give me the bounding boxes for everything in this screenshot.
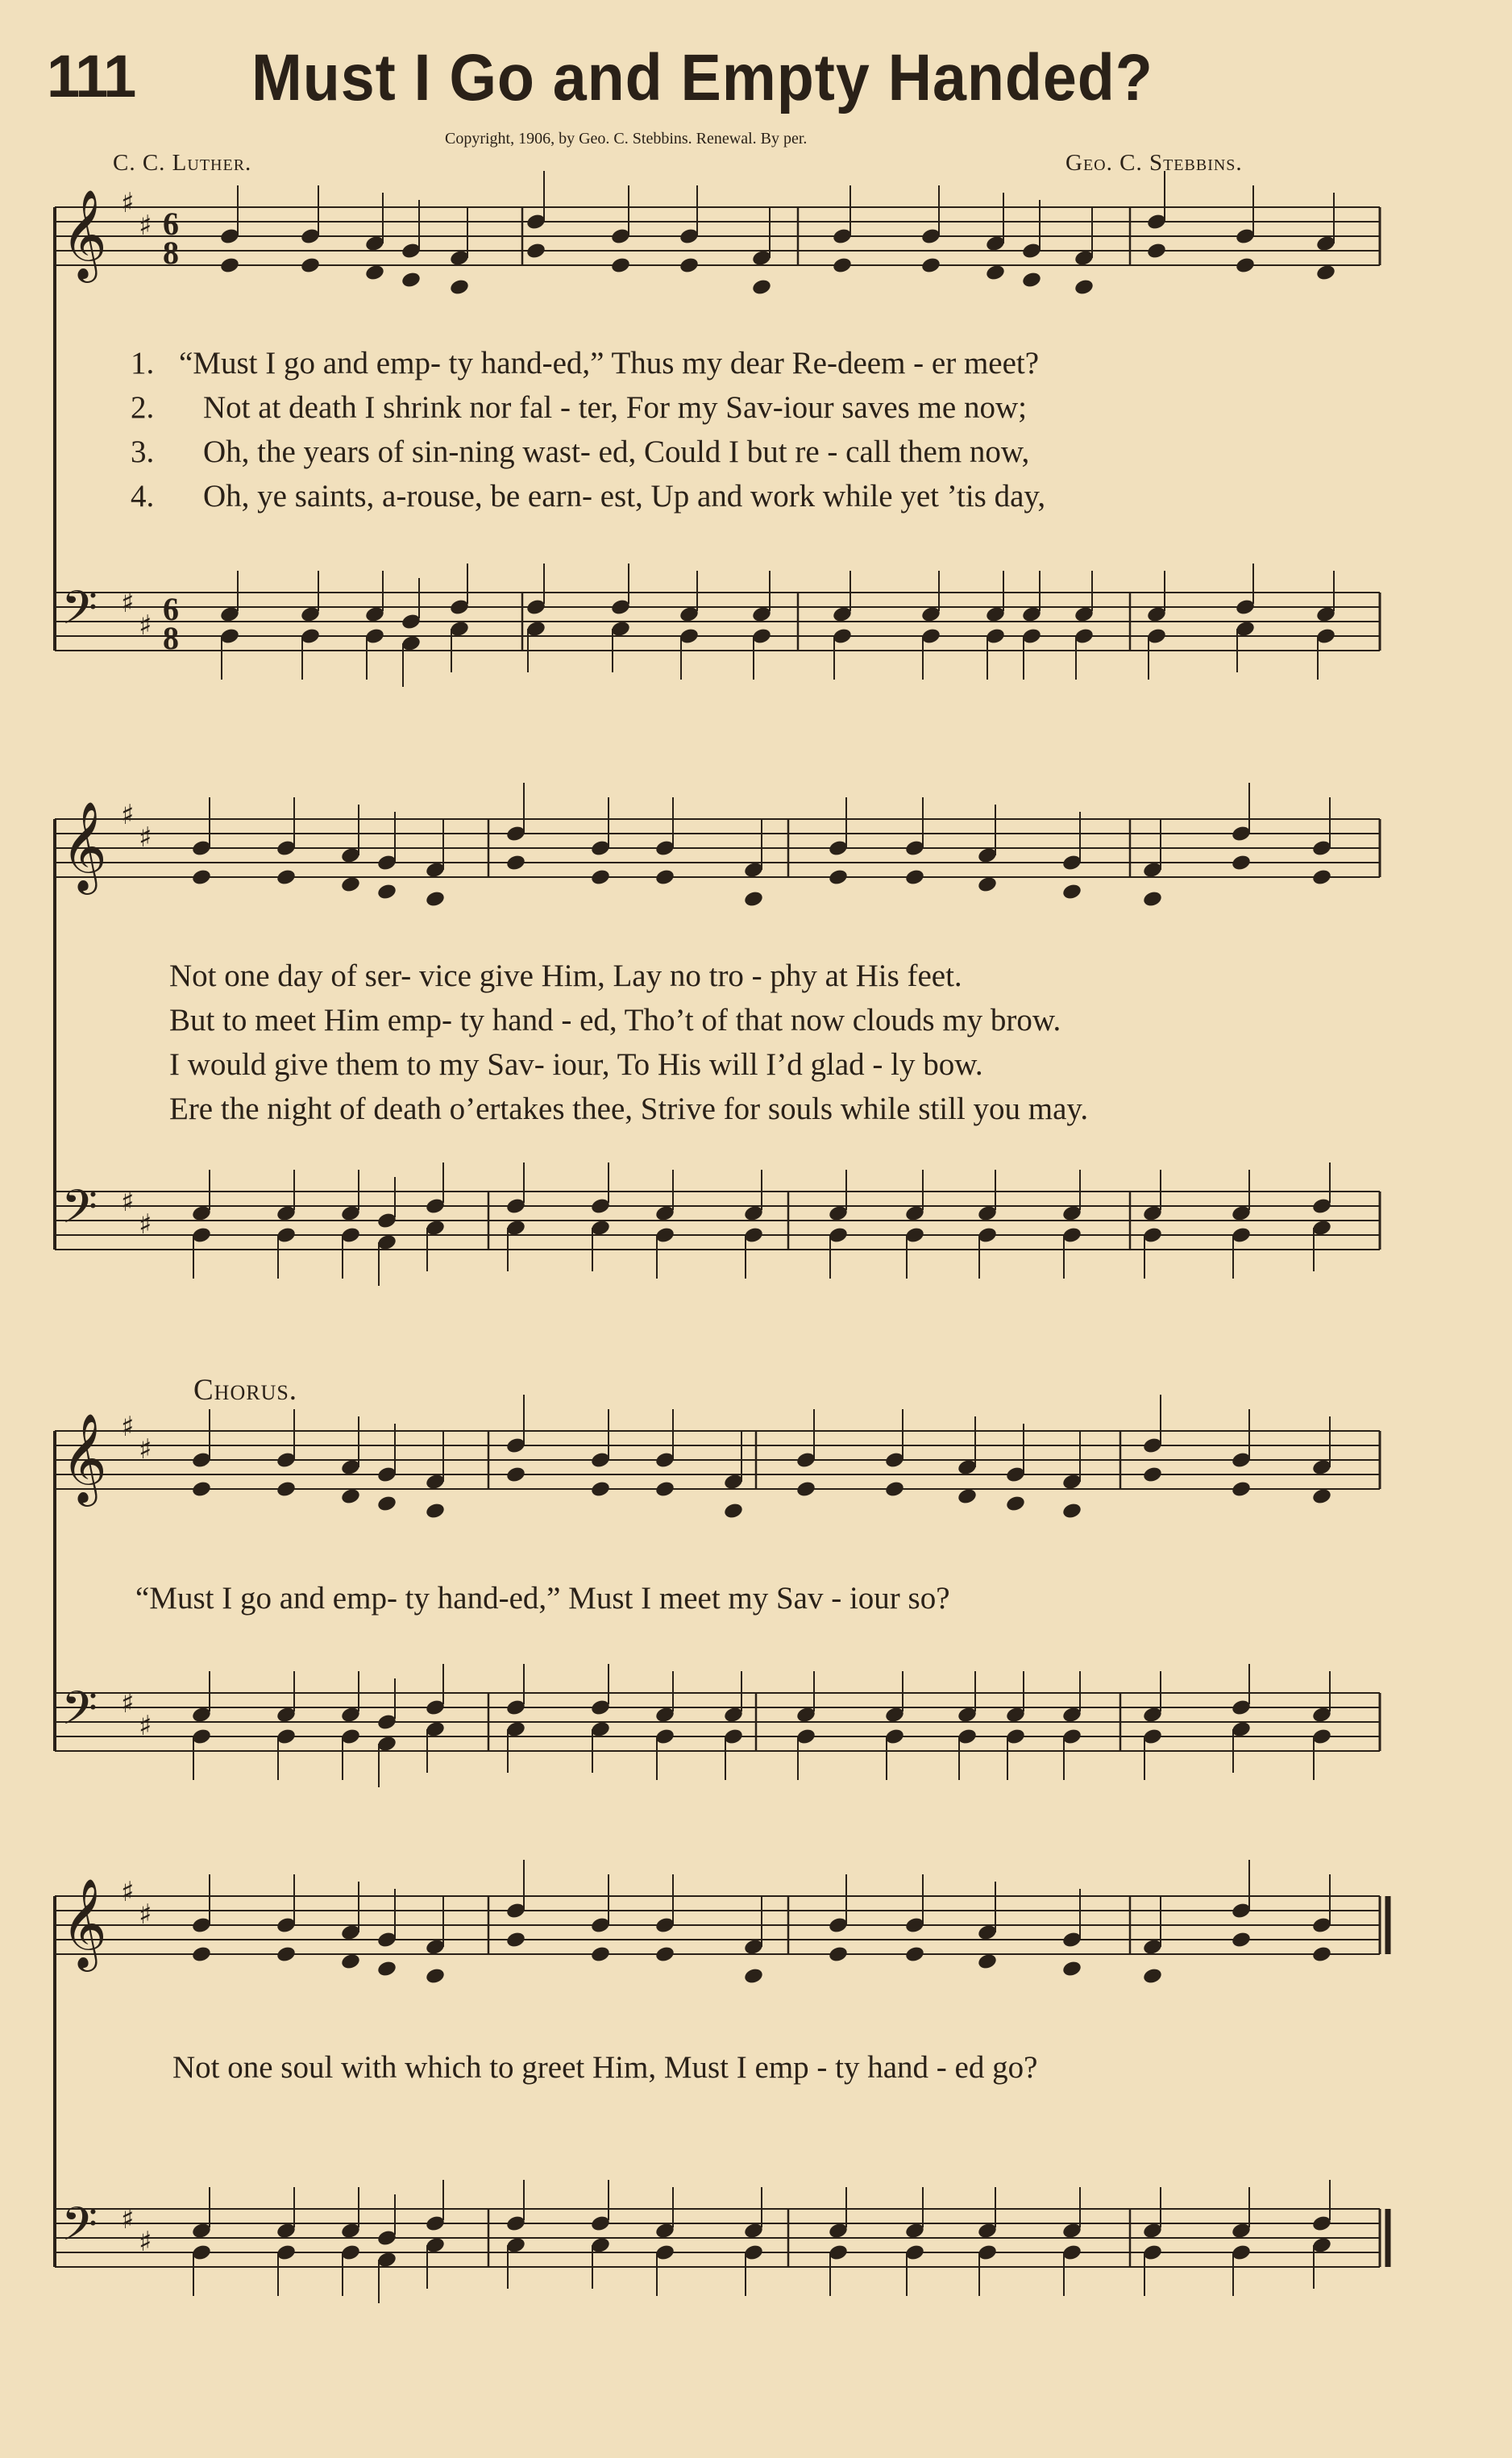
chorus-line-1: “Must I go and emp- ty hand-ed,” Must I meet my Sav - iour so? [135, 1581, 950, 1616]
sharp-icon: ♯ [139, 210, 152, 242]
treble-note-head [300, 256, 321, 275]
treble-note-head [1021, 271, 1042, 289]
treble-note-head [425, 1502, 446, 1520]
treble-note-head [723, 1502, 744, 1520]
verse-4-number: 4. [131, 479, 155, 514]
treble-note-head [884, 1480, 905, 1499]
treble-note-head [977, 1953, 998, 1971]
verse-4-line-2: Ere the night of death o’ertakes thee, Strive for souls while still you may. [169, 1092, 1089, 1126]
treble-note-head [1315, 264, 1336, 282]
treble-note-head [364, 264, 385, 282]
treble-note-head [191, 1480, 212, 1499]
treble-note-head [1311, 1487, 1332, 1506]
hymn-number: 111 [47, 43, 135, 110]
sharp-icon: ♯ [139, 1433, 152, 1466]
time-signature-denominator: 8 [163, 235, 179, 271]
treble-note-head [654, 1480, 675, 1499]
treble-note-head [1074, 278, 1095, 297]
treble-note-head [743, 1967, 764, 1986]
treble-note-head [654, 1945, 675, 1964]
treble-note-head [1231, 1480, 1252, 1499]
verse-1-line-2: Not one day of ser- vice give Him, Lay no tro - phy at His feet. [169, 959, 962, 993]
bass-clef-icon: 𝄢 [61, 1681, 98, 1747]
composer-credit: Geo. C. Stebbins. [1065, 150, 1243, 176]
treble-note-head [590, 1480, 611, 1499]
hymn-title: Must I Go and Empty Handed? [251, 41, 1153, 114]
treble-note-head [191, 868, 212, 887]
treble-note-head [340, 875, 361, 894]
treble-note-head [1235, 256, 1256, 275]
lyricist-credit: C. C. Luther. [113, 150, 252, 176]
treble-note-head [1061, 1502, 1082, 1520]
treble-note-head [957, 1487, 978, 1506]
treble-note-head [743, 890, 764, 909]
treble-note-head [1061, 883, 1082, 901]
verse-3-line-2: I would give them to my Sav- iour, To His will I’d glad - ly bow. [169, 1047, 983, 1082]
time-signature-numerator: 6 [163, 591, 179, 627]
sharp-icon: ♯ [121, 2203, 135, 2235]
bass-clef-icon: 𝄢 [61, 580, 98, 647]
verse-3-line-1: Oh, the years of sin-ning wast- ed, Could I but re - call them now, [203, 435, 1030, 469]
verse-1-number: 1. [131, 346, 155, 381]
treble-clef-icon: 𝄞 [61, 189, 107, 279]
sharp-icon: ♯ [139, 609, 152, 642]
treble-note-head [1311, 1945, 1332, 1964]
treble-note-head [276, 1480, 297, 1499]
treble-note-head [505, 1466, 526, 1484]
copyright-notice: Copyright, 1906, by Geo. C. Stebbins. Renewal. By per. [445, 130, 808, 148]
treble-note-head [654, 868, 675, 887]
treble-note-head [505, 1931, 526, 1949]
chorus-line-2: Not one soul with which to greet Him, Must I emp - ty hand - ed go? [172, 2050, 1038, 2085]
treble-clef-icon: 𝄞 [61, 1412, 107, 1503]
treble-note-head [590, 868, 611, 887]
treble-note-head [425, 1967, 446, 1986]
sharp-icon: ♯ [121, 587, 135, 619]
sharp-icon: ♯ [121, 1186, 135, 1218]
treble-note-head [751, 278, 772, 297]
treble-note-head [340, 1487, 361, 1506]
treble-clef-icon: 𝄞 [61, 1878, 107, 1968]
treble-note-head [1142, 890, 1163, 909]
verse-4-line-1: Oh, ye saints, a-rouse, be earn- est, Up and work while yet ’tis day, [203, 479, 1046, 514]
sharp-icon: ♯ [121, 1687, 135, 1720]
treble-note-head [1231, 1931, 1252, 1949]
sharp-icon: ♯ [139, 2226, 152, 2258]
sharp-icon: ♯ [139, 1208, 152, 1241]
treble-note-head [590, 1945, 611, 1964]
treble-note-head [276, 1945, 297, 1964]
verse-2-number: 2. [131, 390, 155, 425]
bass-clef-icon: 𝄢 [61, 1179, 98, 1246]
treble-note-head [904, 868, 925, 887]
treble-note-head [1005, 1495, 1026, 1513]
treble-note-head [920, 256, 941, 275]
sharp-icon: ♯ [121, 799, 135, 831]
treble-note-head [795, 1480, 816, 1499]
treble-note-head [376, 883, 397, 901]
treble-note-head [610, 256, 631, 275]
treble-note-head [1146, 242, 1167, 260]
treble-note-head [191, 1945, 212, 1964]
sharp-icon: ♯ [121, 1411, 135, 1443]
treble-note-head [401, 271, 422, 289]
treble-note-head [1142, 1967, 1163, 1986]
chorus-label: Chorus. [193, 1374, 298, 1407]
treble-note-head [340, 1953, 361, 1971]
verse-3-number: 3. [131, 435, 155, 469]
treble-note-head [449, 278, 470, 297]
sharp-icon: ♯ [139, 1710, 152, 1742]
treble-note-head [1142, 1466, 1163, 1484]
treble-note-head [1231, 854, 1252, 872]
bass-clef-icon: 𝄢 [61, 2197, 98, 2263]
treble-note-head [505, 854, 526, 872]
treble-clef-icon: 𝄞 [61, 801, 107, 891]
treble-note-head [219, 256, 240, 275]
treble-note-head [1311, 868, 1332, 887]
treble-note-head [525, 242, 546, 260]
treble-note-head [276, 868, 297, 887]
treble-note-head [977, 875, 998, 894]
time-signature-denominator: 8 [163, 620, 179, 656]
treble-note-head [376, 1495, 397, 1513]
treble-note-head [1061, 1960, 1082, 1978]
sharp-icon: ♯ [121, 1876, 135, 1908]
time-signature-numerator: 6 [163, 206, 179, 242]
verse-1-line-1: “Must I go and emp- ty hand-ed,” Thus my dear Re-deem - er meet? [179, 346, 1040, 381]
treble-note-head [679, 256, 700, 275]
treble-note-head [904, 1945, 925, 1964]
treble-note-head [376, 1960, 397, 1978]
verse-2-line-1: Not at death I shrink nor fal - ter, For my Sav-iour saves me now; [203, 390, 1027, 425]
sharp-icon: ♯ [139, 1899, 152, 1931]
sharp-icon: ♯ [121, 187, 135, 219]
treble-note-head [985, 264, 1006, 282]
verse-2-line-2: But to meet Him emp- ty hand - ed, Tho’t of that now clouds my brow. [169, 1003, 1061, 1038]
treble-note-head [828, 1945, 849, 1964]
treble-note-head [832, 256, 853, 275]
treble-note-head [828, 868, 849, 887]
sharp-icon: ♯ [139, 821, 152, 854]
treble-note-head [425, 890, 446, 909]
